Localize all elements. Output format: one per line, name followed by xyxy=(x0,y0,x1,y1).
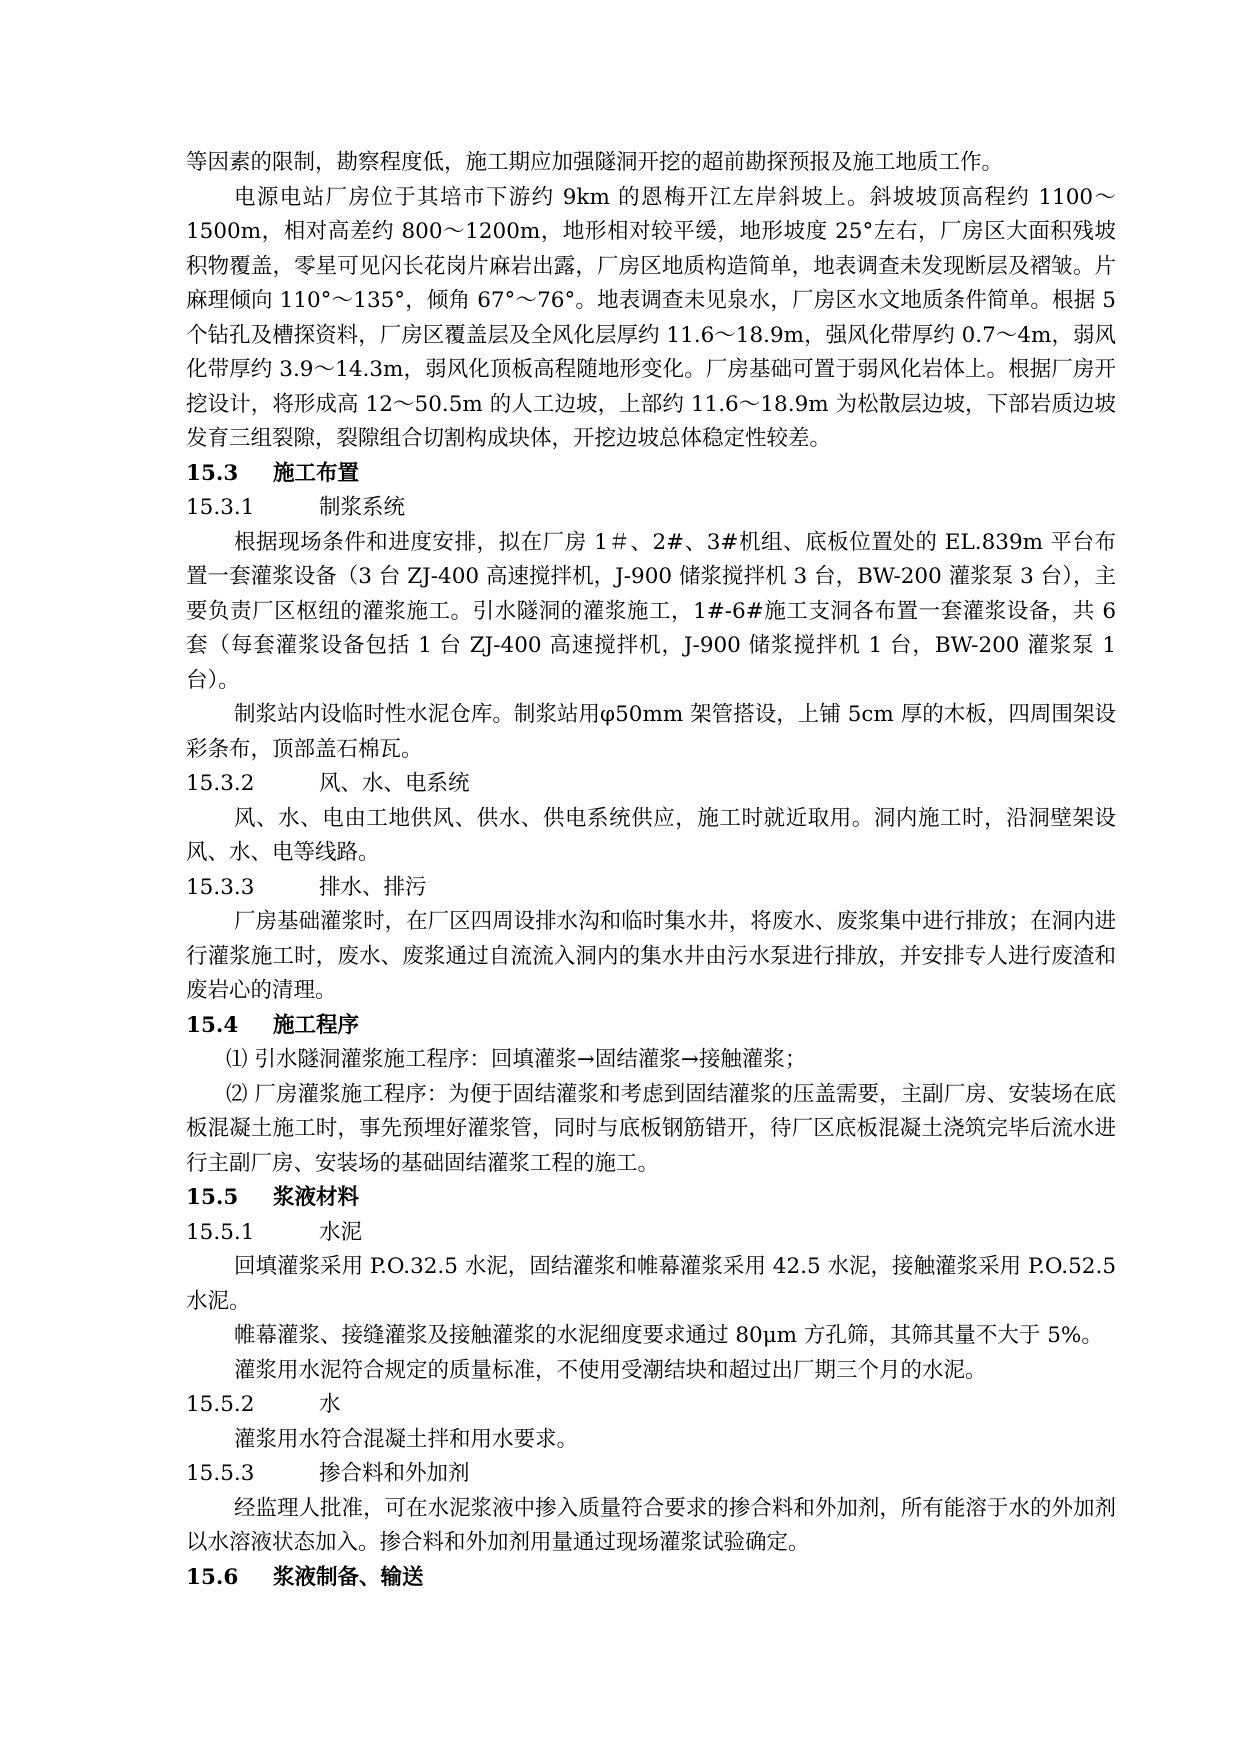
document-body xyxy=(186,146,1116,1595)
section-title: 浆液制备、输送 xyxy=(273,1564,424,1590)
paragraph: 经监理人批准，可在水泥浆液中掺入质量符合要求的掺合料和外加剂，所有能溶于水的外加剂以水溶液状态加入。掺合料和外加剂用量通过现场灌浆试验确定。 xyxy=(186,1495,1116,1555)
subsection-heading-15-3-1 xyxy=(186,491,1116,526)
section-number: 15.3 xyxy=(186,460,239,486)
subsection-heading-15-5-2 xyxy=(186,1388,1116,1423)
subsection-number: 15.5.2 xyxy=(186,1392,255,1417)
paragraph: 灌浆用水符合混凝土拌和用水要求。 xyxy=(234,1426,579,1452)
section-heading-15-5 xyxy=(186,1181,1116,1216)
paragraph: 风、水、电由工地供风、供水、供电系统供应，施工时就近取用。洞内施工时，沿洞壁架设风、水、电等线路。 xyxy=(186,805,1116,865)
subsection-number: 15.5.1 xyxy=(186,1219,255,1245)
subsection-title: 水 xyxy=(319,1392,341,1417)
subsection-heading-15-5-1 xyxy=(186,1216,1116,1251)
section-title: 施工程序 xyxy=(273,1012,360,1038)
subsection-heading-15-3-3 xyxy=(186,871,1116,906)
paragraph: 灌浆用水泥符合规定的质量标准，不使用受潮结块和超过出厂期三个月的水泥。 xyxy=(234,1357,987,1383)
paragraph: 帷幕灌浆、接缝灌浆及接触灌浆的水泥细度要求通过 80μm 方孔筛，其筛其量不大于 5%。 xyxy=(234,1323,1103,1348)
subsection-title: 水泥 xyxy=(319,1219,363,1245)
section-number: 15.6 xyxy=(186,1564,239,1590)
list-item: ⑴ 引水隧洞灌浆施工程序：回填灌浆→固结灌浆→接触灌浆； xyxy=(226,1047,807,1072)
paragraph: 等因素的限制，勘察程度低，施工期应加强隧洞开挖的超前勘探预报及施工地质工作。 xyxy=(186,150,1004,175)
paragraph: 根据现场条件和进度安排，拟在厂房 1＃、2#、3#机组、底板位置处的 EL.839m 平台布置一套灌浆设备（3 台 ZJ-400 高速搅拌机，J-900 储浆搅拌机 3 台，BW-200 灌浆泵 3 台），主要负责厂区枢纽的灌浆施工。引水隧洞的灌浆施工，1#-6#施工支洞各布置一套灌浆设备，共 6 套（每套灌浆设备包括 1 台 ZJ-400 高速搅拌机，J-900 储浆搅拌机 1 台，BW-200 灌浆泵 1 台）。 xyxy=(186,529,1116,693)
subsection-number: 15.3.1 xyxy=(186,495,255,520)
subsection-heading-15-3-2 xyxy=(186,767,1116,802)
subsection-number: 15.3.3 xyxy=(186,874,255,900)
subsection-title: 排水、排污 xyxy=(319,874,427,900)
section-title: 施工布置 xyxy=(273,460,360,486)
section-title: 浆液材料 xyxy=(273,1185,360,1210)
section-heading-15-4 xyxy=(186,1009,1116,1044)
subsection-title: 风、水、电系统 xyxy=(319,771,470,796)
section-number: 15.4 xyxy=(186,1012,239,1038)
subsection-number: 15.5.3 xyxy=(186,1461,255,1486)
subsection-title: 掺合料和外加剂 xyxy=(319,1461,470,1486)
subsection-heading-15-5-3 xyxy=(186,1457,1116,1492)
subsection-title: 制浆系统 xyxy=(319,495,406,520)
paragraph: 制浆站内设临时性水泥仓库。制浆站用φ50mm 架管搭设，上铺 5cm 厚的木板，四周围架设彩条布，顶部盖石棉瓦。 xyxy=(186,702,1116,762)
list-item: ⑵ 厂房灌浆施工程序：为便于固结灌浆和考虑到固结灌浆的压盖需要，主副厂房、安装场在底板混凝土施工时，事先预埋好灌浆管，同时与底板钢筋错开，待厂区底板混凝土浇筑完毕后流水进行主副厂房、安装场的基础固结灌浆工程的施工。 xyxy=(186,1081,1116,1176)
paragraph: 厂房基础灌浆时，在厂区四周设排水沟和临时集水井，将废水、废浆集中进行排放；在洞内进行灌浆施工时，废水、废浆通过自流流入洞内的集水井由污水泵进行排放，并安排专人进行废渣和废岩心的清理。 xyxy=(186,909,1116,1003)
paragraph: 电源电站厂房位于其培市下游约 9km 的恩梅开江左岸斜坡上。斜坡坡顶高程约 1100～1500m，相对高差约 800～1200m，地形相对较平缓，地形坡度 25°左右，厂房区大面积残坡积物覆盖，零星可见闪长花岗片麻岩出露，厂房区地质构造简单，地表调查未发现断层及褶皱。片麻理倾向 110°～135°，倾角 67°～76°。地表调查未见泉水，厂房区水文地质条件简单。根据 5 个钻孔及槽探资料，厂房区覆盖层及全风化层厚约 11.6～18.9m，强风化带厚约 0.7～4m，弱风化带厚约 3.9～14.3m，弱风化顶板高程随地形变化。厂房基础可置于弱风化岩体上。根据厂房开挖设计，将形成高 12～50.5m 的人工边坡，上部约 11.6～18.9m 为松散层边坡，下部岩质边坡发育三组裂隙，裂隙组合切割构成块体，开挖边坡总体稳定性较差。 xyxy=(186,184,1116,451)
section-number: 15.5 xyxy=(186,1185,239,1210)
subsection-number: 15.3.2 xyxy=(186,771,255,796)
paragraph: 回填灌浆采用 P.O.32.5 水泥，固结灌浆和帷幕灌浆采用 42.5 水泥，接触灌浆采用 P.O.52.5 水泥。 xyxy=(186,1254,1116,1314)
section-heading-15-6 xyxy=(186,1561,1116,1596)
section-heading-15-3 xyxy=(186,457,1116,492)
